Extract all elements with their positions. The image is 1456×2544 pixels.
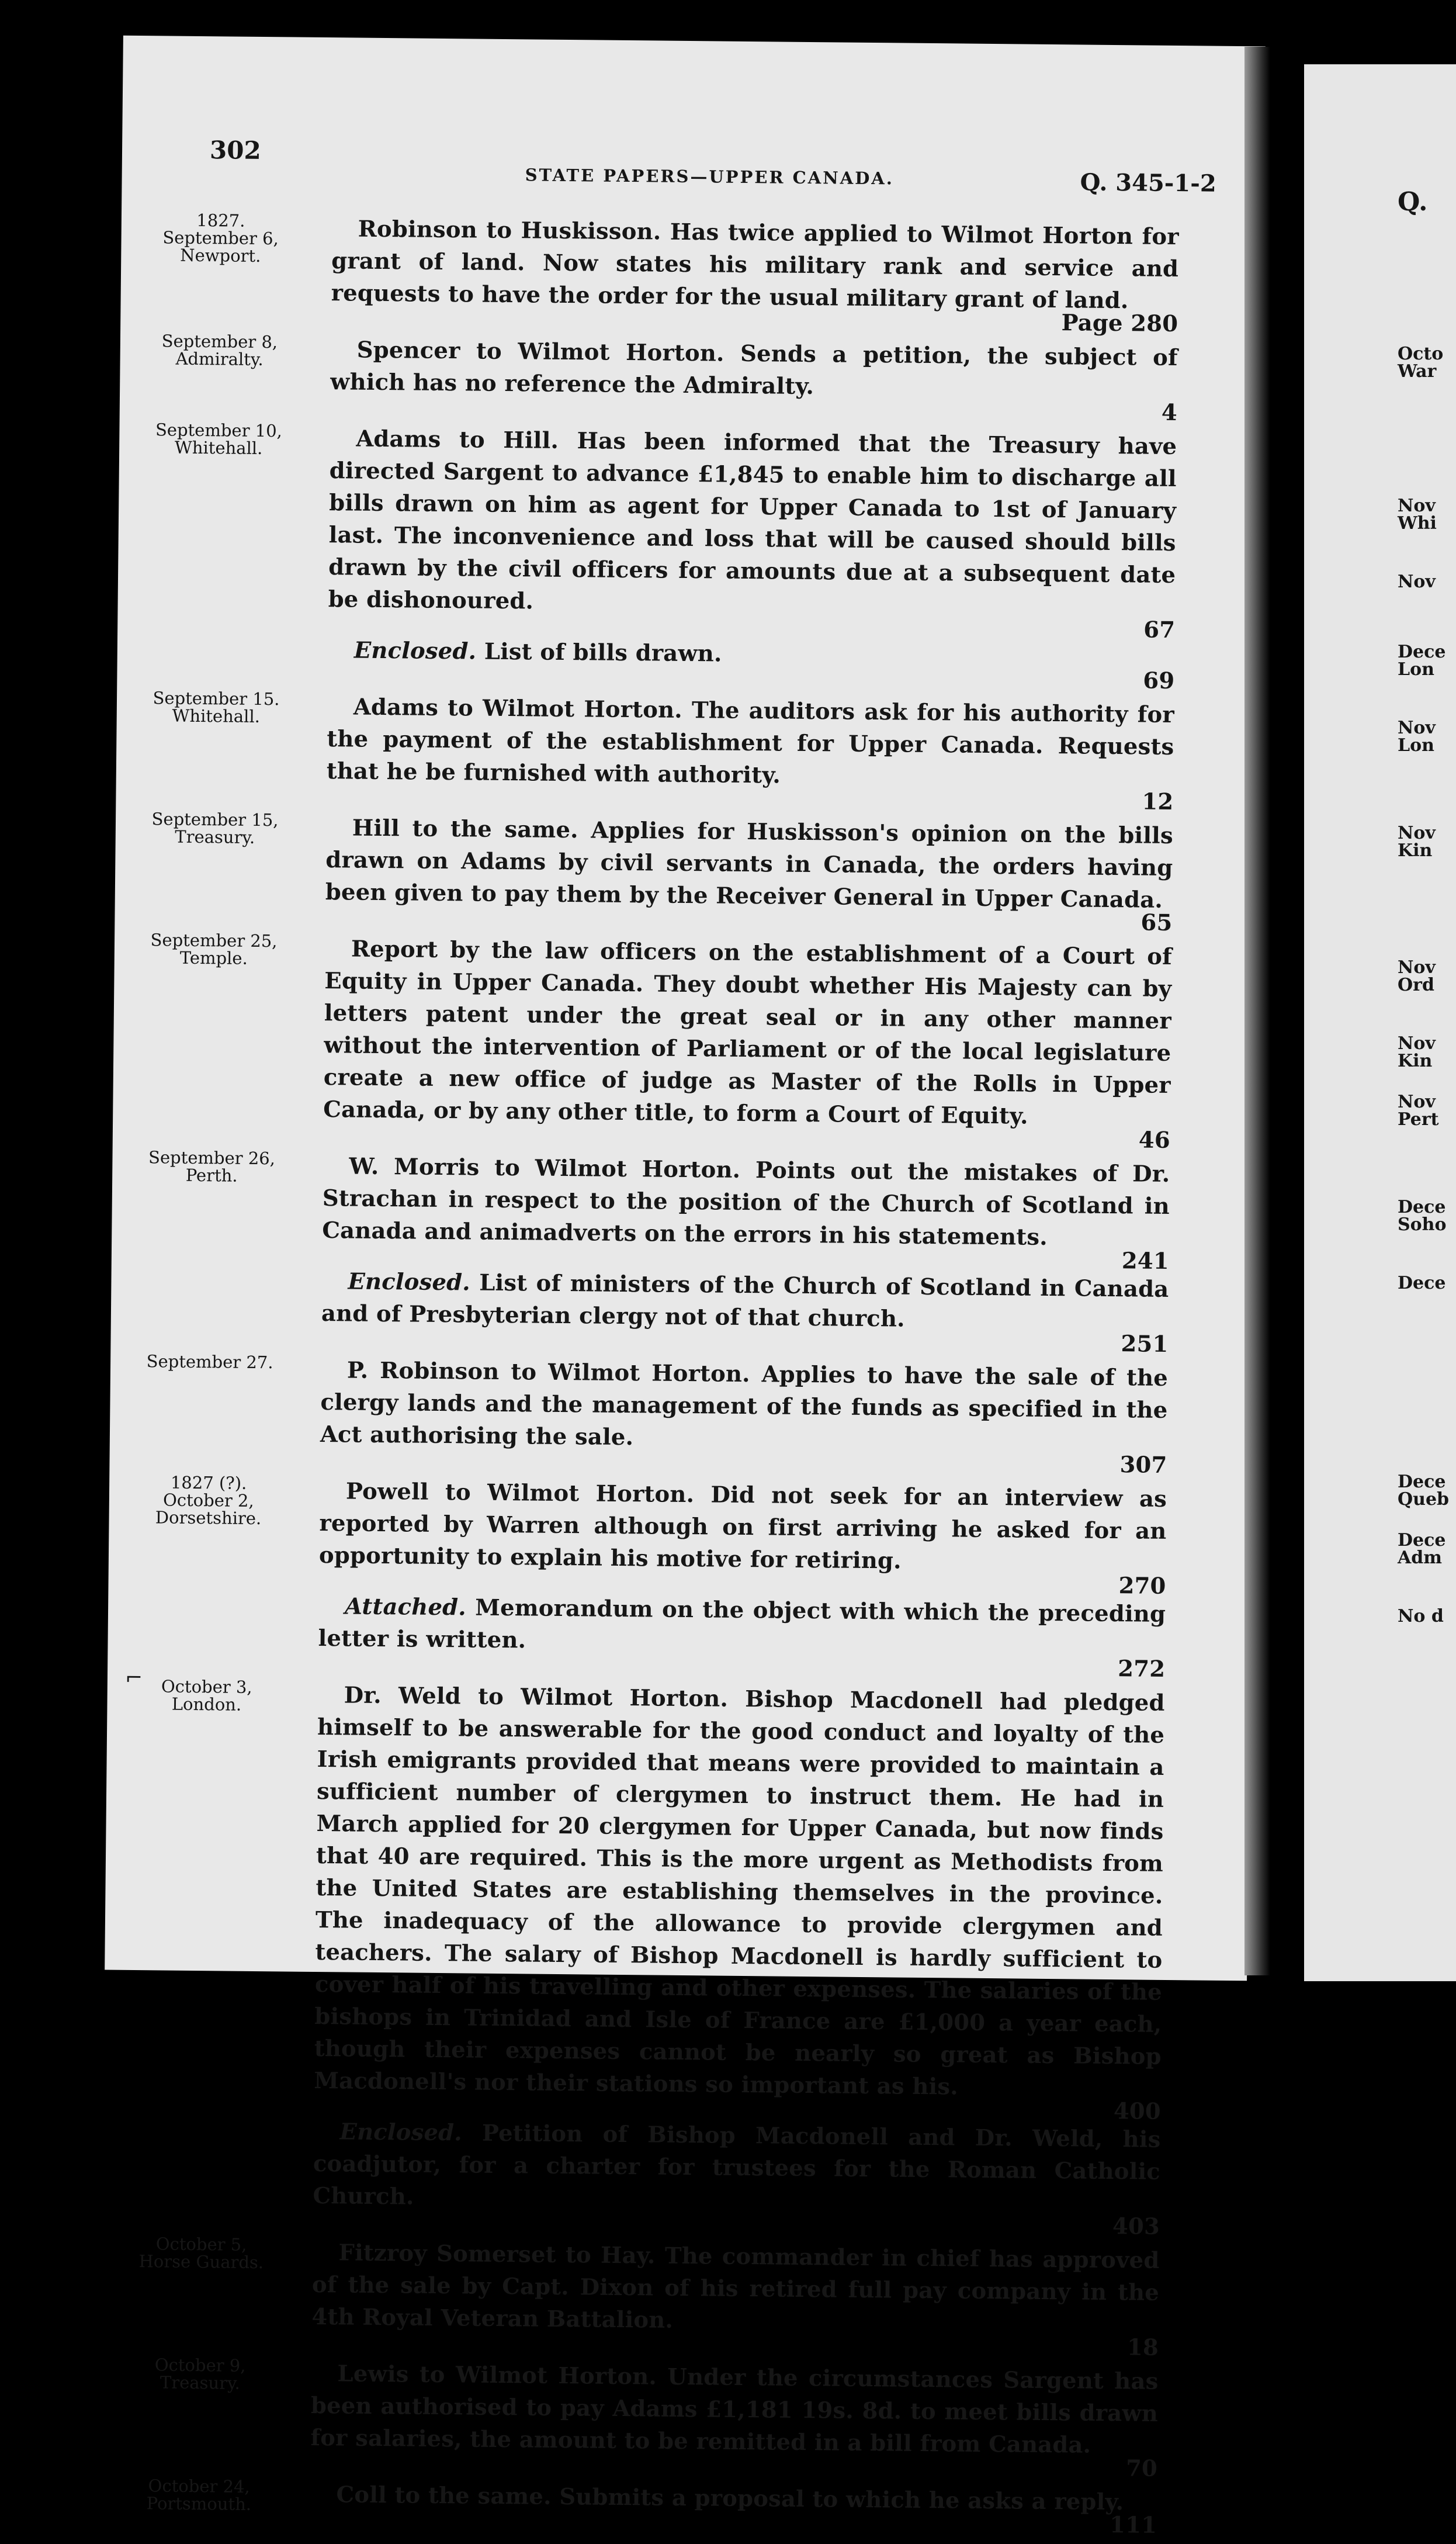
enclosure-label: Enclosed. bbox=[339, 2119, 463, 2147]
facing-page-line: Nov bbox=[1398, 572, 1436, 592]
facing-page-line: Whi bbox=[1398, 513, 1437, 534]
enclosure-note bbox=[321, 1265, 1169, 1338]
facing-page-line: Nov bbox=[1398, 496, 1436, 516]
calendar-entry bbox=[101, 2235, 1244, 2361]
entry-summary: Robinson to Huskisson. Has twice applied to Wilmot Horton for grant of land. Now states his military rank and service and requests to have the order for the usual military grant of land. bbox=[331, 216, 1179, 314]
entry-date: September 8, Admiralty. bbox=[161, 331, 278, 370]
entry-date: 1827. September 6, Newport. bbox=[162, 210, 279, 266]
entry-page-ref: Page 280 bbox=[1061, 310, 1178, 338]
entry-page-ref: 307 bbox=[1119, 1452, 1167, 1479]
entry-date: 1827 (?). October 2, Dorsetshire. bbox=[155, 1472, 262, 1529]
enclosure-note bbox=[318, 1590, 1166, 1663]
facing-page-line: Octo bbox=[1398, 344, 1444, 364]
document-page bbox=[105, 36, 1266, 2539]
entry-date: September 27. bbox=[146, 1351, 273, 1373]
facing-page-line: Nov bbox=[1398, 957, 1436, 978]
facing-page-line: Soho bbox=[1398, 1214, 1447, 1235]
facing-page-line: Dece bbox=[1398, 642, 1446, 662]
calendar-entry bbox=[117, 421, 1261, 694]
entry-summary: Adams to Wilmot Horton. The auditors ask for his authority for the payment of the establishment for Upper Canada. Requests that he be furnished with authority. bbox=[326, 694, 1175, 789]
enclosure-page-ref: 403 bbox=[1112, 2213, 1160, 2240]
entry-summary: Spencer to Wilmot Horton. Sends a petition, the subject of which has no reference the Admiralty. bbox=[330, 337, 1178, 400]
enclosure-label: Attached. bbox=[344, 1593, 467, 1621]
facing-page-line: War bbox=[1398, 361, 1437, 382]
enclosure-text: List of bills drawn. bbox=[484, 638, 722, 667]
facing-page-line: Dece bbox=[1398, 1530, 1446, 1550]
facing-page-line: Lon bbox=[1398, 735, 1434, 756]
entry-page-ref: 67 bbox=[1143, 617, 1176, 644]
enclosure-text: List of ministers of the Church of Scotland in Canada and of Presbyterian clergy not of that church. bbox=[321, 1269, 1169, 1332]
entry-date: October 3, London. bbox=[161, 1676, 252, 1715]
facing-page-line: Dece bbox=[1398, 1197, 1446, 1217]
entry-date: September 15. Whitehall. bbox=[152, 688, 280, 726]
entry-summary: Powell to Wilmot Horton. Did not seek for an interview as reported by Warren although on first arriving he asked for an opportunity to explain his motive for retiring. bbox=[318, 1478, 1167, 1574]
facing-page-line: Dece bbox=[1398, 1273, 1446, 1293]
facing-page-line: Nov bbox=[1398, 718, 1436, 738]
facing-page-line: Adm bbox=[1398, 1548, 1442, 1568]
calendar-entry bbox=[100, 2356, 1243, 2482]
page-gutter bbox=[1244, 47, 1270, 1975]
entry-date: September 15, Treasury. bbox=[151, 809, 279, 847]
entry-body bbox=[313, 1679, 1165, 2239]
facing-page-line: Nov bbox=[1398, 1092, 1436, 1112]
calendar-entry bbox=[108, 1473, 1252, 1683]
entry-body bbox=[311, 2237, 1160, 2360]
entry-date: September 25, Temple. bbox=[150, 930, 278, 968]
facing-page-line: Queb bbox=[1398, 1489, 1450, 1510]
entry-summary: Dr. Weld to Wilmot Horton. Bishop Macdonell had pledged himself to be answerable for the good conduct and loyalty of the Irish emigrants provided that means were provided to maintain a sufficient number of clergymen to instruct them. He had in March applied for 20 clergymen for Upper Canada, but now finds that 40 are required. This is the more urgent as Methodists from the United States are establishing themselves in the province. The inadequacy of the allowance to provide clergymen and teachers. The salary of Bishop Macdonell is hardly sufficient to cover half of his travelling and other expenses. The salaries of the bishops in Trinidad and Isle of France are £1,000 a year each, though their expenses cannot be nearly so great as Bishop Macdonell's nor their stations so important as his. bbox=[314, 1682, 1165, 2100]
entry-summary: Lewis to Wilmot Horton. Under the circumstances Sargent has been authorised to pay Adams £1,181 19s. 8d. to meet bills drawn for salaries, the amount to be remitted in a bill from Canada. bbox=[310, 2360, 1159, 2459]
entry-summary: Hill to the same. Applies for Huskisson's opinion on the bills drawn on Adams by civil servants in Canada, the orders having been given to pay them by the Receiver General in Upper Canada. bbox=[325, 815, 1174, 913]
entry-page-ref: 70 bbox=[1125, 2455, 1158, 2482]
entry-summary: W. Morris to Wilmot Horton. Points out the mistakes of Dr. Strachan in respect to the position of the Church of Scotland in Canada and animadverts on the errors in his statements. bbox=[322, 1153, 1170, 1251]
entry-body bbox=[310, 2479, 1157, 2538]
entry-body bbox=[325, 812, 1173, 935]
entry-summary: Coll to the same. Submits a proposal to which he asks a reply. bbox=[336, 2481, 1124, 2516]
entry-date: October 9, Treasury. bbox=[154, 2355, 246, 2393]
enclosure-text: Petition of Bishop Macdonell and Dr. Weld, his coadjutor, for a charter for trustees for the Roman Catholic Church. bbox=[313, 2120, 1161, 2210]
enclosure-text: Memorandum on the object with which the preceding letter is written. bbox=[318, 1594, 1166, 1654]
enclosure-label: Enclosed. bbox=[348, 1268, 471, 1296]
entry-body bbox=[326, 691, 1174, 814]
entry-date: October 5, Horse Guards. bbox=[138, 2234, 264, 2273]
entry-summary: Adams to Hill. Has been informed that the Treasury have directed Sargent to advance £1,845 to enable him to discharge all bills drawn on him as agent for Upper Canada to 1st of January last. The inconvenience and loss that will be caused should bills drawn by the civil officers for amounts due at a subsequent date be dishonoured. bbox=[328, 425, 1177, 615]
calendar-entry bbox=[120, 332, 1263, 426]
entry-page-ref: 46 bbox=[1138, 1127, 1171, 1154]
entry-page-ref: 111 bbox=[1109, 2512, 1157, 2539]
entry-date: September 10, Whitehall. bbox=[155, 420, 283, 459]
entry-body bbox=[321, 1150, 1170, 1356]
calendar-entry bbox=[99, 2477, 1242, 2539]
margin-mark: ⌐ bbox=[124, 1666, 143, 1691]
facing-page-line: Nov bbox=[1398, 1033, 1436, 1054]
entry-body bbox=[327, 423, 1177, 693]
entry-body bbox=[330, 334, 1178, 425]
entry-page-ref: 4 bbox=[1161, 399, 1178, 427]
entry-body bbox=[310, 2358, 1159, 2481]
entry-page-ref: 241 bbox=[1121, 1248, 1170, 1275]
calendar-entry bbox=[110, 1148, 1254, 1358]
entry-page-ref: 18 bbox=[1126, 2334, 1159, 2361]
calendar-entry bbox=[115, 810, 1258, 936]
entry-date: September 26, Perth. bbox=[148, 1147, 276, 1186]
enclosure-page-ref: 69 bbox=[1143, 667, 1175, 695]
facing-page-line: Nov bbox=[1398, 823, 1436, 843]
entry-summary: P. Robinson to Wilmot Horton. Applies to have the sale of the clergy lands and the management of the funds as specified in the Act authorising the sale. bbox=[320, 1357, 1169, 1451]
running-title: STATE PAPERS—UPPER CANADA. bbox=[525, 165, 895, 189]
facing-page-line: Kin bbox=[1398, 840, 1433, 861]
facing-page-fragment bbox=[1304, 64, 1456, 1981]
facing-page-line: Ord bbox=[1398, 975, 1434, 995]
enclosure-note bbox=[313, 2116, 1161, 2220]
facing-page-line: Kin bbox=[1398, 1051, 1433, 1071]
entry-body bbox=[323, 933, 1172, 1152]
entry-summary: Report by the law officers on the establishment of a Court of Equity in Upper Canada. They doubt whether His Majesty can by letters patent under the great seal or in any other manner without the intervention of Parliament or of the local legislature create a new office of judge as Master of the Rolls in Upper Canada, or by any other title, to form a Court of Equity. bbox=[323, 936, 1173, 1130]
enclosure-page-ref: 272 bbox=[1117, 1656, 1166, 1683]
calendar-entry bbox=[120, 211, 1264, 337]
facing-page-line: Dece bbox=[1398, 1472, 1446, 1492]
enclosure-page-ref: 251 bbox=[1121, 1331, 1169, 1358]
calendar-entry bbox=[113, 931, 1257, 1154]
entry-body bbox=[318, 1475, 1167, 1681]
calendar-entry bbox=[116, 689, 1259, 815]
enclosure-label: Enclosed. bbox=[353, 637, 477, 665]
entry-page-ref: 12 bbox=[1142, 788, 1174, 816]
page-number: 302 bbox=[209, 136, 261, 165]
facing-page-line: Lon bbox=[1398, 659, 1434, 680]
entry-page-ref: 270 bbox=[1118, 1573, 1166, 1600]
calendar-entry bbox=[109, 1352, 1253, 1479]
calendar-entries bbox=[99, 211, 1264, 2544]
facing-page-header: Q. bbox=[1398, 187, 1428, 217]
entry-date: October 24, Portsmouth. bbox=[146, 2476, 252, 2514]
facing-page-line: Pert bbox=[1398, 1109, 1439, 1130]
entry-page-ref: 400 bbox=[1113, 2098, 1162, 2125]
entry-summary: Fitzroy Somerset to Hay. The commander in chief has approved of the sale by Capt. Dixon of his retired full pay company in the 4th Royal Veteran Battalion. bbox=[311, 2240, 1160, 2334]
calendar-entry bbox=[102, 1677, 1250, 2240]
entry-body bbox=[331, 213, 1179, 336]
reference-code: Q. 345-1-2 bbox=[1080, 168, 1216, 198]
entry-body bbox=[320, 1354, 1168, 1477]
entry-page-ref: 65 bbox=[1140, 909, 1173, 936]
facing-page-line: No d bbox=[1398, 1606, 1444, 1626]
